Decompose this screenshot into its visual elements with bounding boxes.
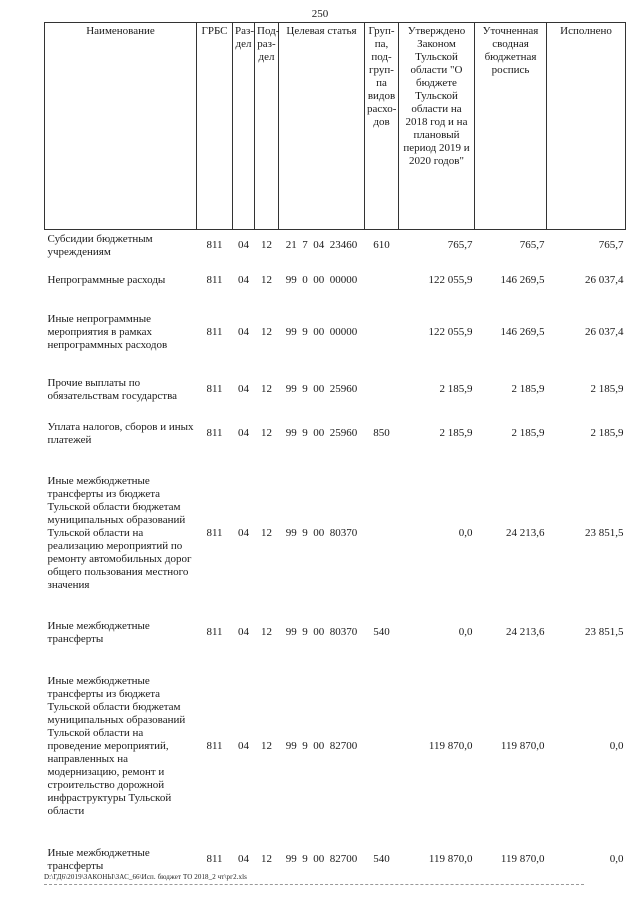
row-approved: 122 055,9 [428,326,473,338]
table-row [45,366,626,414]
header-group: Груп-па, под-груп-па видов расхо-дов [365,23,399,230]
row-grbs: 811 [206,427,223,439]
row-refined: 24 213,6 [506,626,545,638]
row-subsection: 12 [261,326,272,338]
row-approved: 2 185,9 [439,427,473,439]
row-name: Иные межбюджетные трансферты [47,619,150,645]
row-subsection: 12 [261,527,272,539]
row-group: 540 [373,626,390,638]
row-grbs: 811 [206,626,223,638]
row-target: 99 9 00 82700 [285,740,358,752]
header-refined: Уточненная сводная бюджетная роспись [475,23,547,230]
row-approved: 119 870,0 [428,740,473,752]
row-name: Прочие выплаты по обязательствам государства [47,376,178,402]
row-group [365,300,399,366]
footer-divider [44,884,584,885]
row-approved: 122 055,9 [428,274,473,286]
row-group [365,366,399,414]
row-name: Непрограммные расходы [47,274,166,286]
row-section: 04 [238,239,249,252]
row-approved: 119 870,0 [428,853,473,865]
row-section: 04 [238,383,249,395]
row-section: 04 [238,740,249,752]
row-executed: 0,0 [609,740,624,752]
page-number: 250 [311,8,329,20]
row-grbs: 811 [206,383,223,395]
header-subsection: Под-раз-дел [255,23,279,230]
row-refined: 2 185,9 [511,383,545,395]
row-section: 04 [238,626,249,638]
row-approved: 0,0 [458,626,473,638]
table-row [45,614,626,652]
row-refined: 146 269,5 [500,274,545,286]
row-executed: 26 037,4 [585,326,624,338]
table-header-row [45,23,626,230]
row-refined: 2 185,9 [511,427,545,439]
table-row [45,414,626,454]
row-grbs: 811 [206,527,223,539]
table-row [45,652,626,842]
header-name: Наименование [45,23,197,230]
row-target: 99 9 00 82700 [285,853,358,865]
row-executed: 0,0 [609,853,624,865]
row-group [365,454,399,614]
row-subsection: 12 [261,740,272,752]
row-grbs: 811 [206,239,223,252]
row-approved: 765,7 [447,239,473,252]
row-section: 04 [238,853,249,865]
table-row [45,300,626,366]
row-grbs: 811 [206,740,223,752]
row-section: 04 [238,274,249,286]
row-subsection: 12 [261,383,272,395]
row-executed: 23 851,5 [585,527,624,539]
row-name: Иные межбюджетные трансферты [47,846,150,872]
row-group: 540 [373,853,390,865]
row-grbs: 811 [206,274,223,286]
row-group [365,652,399,842]
row-group: 850 [373,427,390,439]
row-subsection: 12 [261,853,272,865]
row-approved: 2 185,9 [439,383,473,395]
row-executed: 23 851,5 [585,626,624,638]
row-target: 99 9 00 00000 [285,326,358,338]
row-group [365,262,399,300]
row-executed: 26 037,4 [585,274,624,286]
row-approved: 0,0 [458,527,473,539]
table-row [45,262,626,300]
row-subsection: 12 [261,239,272,252]
row-refined: 765,7 [519,239,545,252]
row-executed: 2 185,9 [590,427,624,439]
row-grbs: 811 [206,853,223,865]
table-row [45,454,626,614]
row-target: 99 9 00 25960 [285,383,358,395]
header-target: Целевая статья [279,23,365,230]
header-section: Раз-дел [233,23,255,230]
row-target: 99 9 00 80370 [285,527,358,539]
row-subsection: 12 [261,274,272,286]
row-section: 04 [238,527,249,539]
row-executed: 2 185,9 [590,383,624,395]
row-refined: 146 269,5 [500,326,545,338]
row-section: 04 [238,427,249,439]
row-group: 610 [373,239,390,252]
row-target: 99 9 00 25960 [285,427,358,439]
row-section: 04 [238,326,249,338]
row-target: 99 9 00 80370 [285,626,358,638]
row-refined: 119 870,0 [500,853,545,865]
row-name: Иные межбюджетные трансферты из бюджета Тульской области бюджетам муниципальных образований Тульской области на проведение мероприятий, направленных на модернизацию, ремонт и строительство дорожной инфраструктуры Тульской области [47,675,186,817]
table-row [45,230,626,262]
row-name: Субсидии бюджетным учреждениям [47,232,153,258]
row-refined: 119 870,0 [500,740,545,752]
row-target: 21 7 04 23460 [285,239,358,252]
row-subsection: 12 [261,427,272,439]
budget-table [44,22,626,878]
row-name: Уплата налогов, сборов и иных платежей [47,420,194,446]
header-executed: Исполнено [547,23,626,230]
row-refined: 24 213,6 [506,527,545,539]
header-approved: Утверждено Законом Тульской области "О бюджете Тульской области на 2018 год и на плановый период 2019 и 2020 годов" [399,23,475,230]
row-executed: 765,7 [598,239,624,252]
row-subsection: 12 [261,626,272,638]
header-grbs: ГРБС [197,23,233,230]
row-name: Иные межбюджетные трансферты из бюджета Тульской области бюджетам муниципальных образований Тульской области на реализацию мероприятий по ремонту автомобильных дорог общего пользования местного значения [47,475,192,591]
row-target: 99 0 00 00000 [285,274,358,286]
file-path-footer: D:\ГД6\2019\ЗАКОНЫ\ЗАС_66\Исп. бюджет ТО 2018_2 чт\рг2.xls [44,873,248,881]
row-grbs: 811 [206,326,223,338]
row-name: Иные непрограммные мероприятия в рамках непрограммных расходов [47,313,168,351]
